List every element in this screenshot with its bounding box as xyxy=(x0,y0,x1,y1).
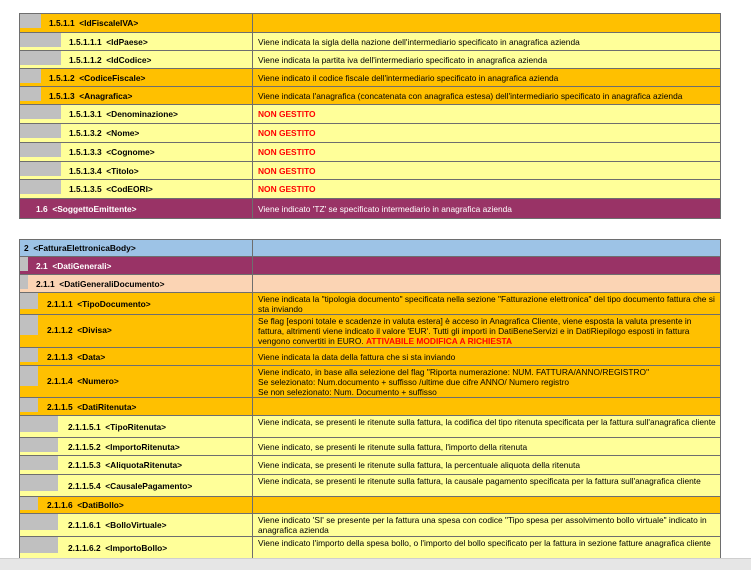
row-desc: Viene indicata la partita iva dell'intermediario specificato in anagrafica azienda xyxy=(253,51,721,69)
table-row xyxy=(20,240,721,257)
table-row xyxy=(20,51,721,69)
row-key: 2 xyxy=(24,243,29,253)
row-desc: Viene indicata, se presenti le ritenute sulla fattura, la codifica del tipo ritenuta specificata per la fattura sull'anagrafica cliente xyxy=(253,416,721,438)
row-tag: <Titolo> xyxy=(106,166,139,176)
row-desc xyxy=(253,240,721,257)
row-key: 2.1 xyxy=(36,261,48,271)
table-row xyxy=(20,438,721,456)
row-tag: <Data> xyxy=(77,352,106,362)
row-desc: NON GESTITO xyxy=(253,124,721,143)
row-tag: <ImportoBollo> xyxy=(105,543,168,553)
row-desc: Viene indicata, se presenti le ritenute sulla fattura, la percentuale aliquota della ritenuta xyxy=(253,456,721,475)
table-row xyxy=(20,537,721,559)
row-desc: NON GESTITO xyxy=(253,162,721,180)
table-row xyxy=(20,14,721,33)
row-key: 1.5.1.2 xyxy=(49,73,75,83)
table-row xyxy=(20,293,721,315)
table-row xyxy=(20,497,721,514)
row-desc: Viene indicato, se presenti le ritenute sulla fattura, l'importo della ritenuta xyxy=(253,438,721,456)
row-tag: <CodiceFiscale> xyxy=(79,73,146,83)
table-row xyxy=(20,456,721,475)
row-desc: NON GESTITO xyxy=(253,180,721,199)
row-tag: <DatiGenerali> xyxy=(52,261,112,271)
row-key: 1.5.1.3.4 xyxy=(69,166,102,176)
row-desc xyxy=(253,14,721,33)
row-desc xyxy=(253,398,721,416)
table-row xyxy=(20,348,721,366)
row-desc xyxy=(253,275,721,293)
row-key: 2.1.1.5.3 xyxy=(68,460,101,470)
table-row xyxy=(20,398,721,416)
row-tag: <Anagrafica> xyxy=(79,91,133,101)
row-key: 1.5.1.3.1 xyxy=(69,109,102,119)
table-row xyxy=(20,514,721,537)
row-key: 2.1.1.5.2 xyxy=(68,442,101,452)
row-desc-highlight: ATTIVABILE MODIFICA A RICHIESTA xyxy=(366,336,513,346)
table-row xyxy=(20,199,721,219)
row-desc: Viene indicata l'anagrafica (concatenata con anagrafica estesa) dell'intermediario specificato in anagrafica azienda xyxy=(253,87,721,105)
table-row xyxy=(20,162,721,180)
row-desc: Viene indicato 'SI' se presente per la fattura una spesa con codice "Tipo spesa per assolvimento bollo virtuale" indicato in anagrafica azienda xyxy=(253,514,721,537)
row-key: 2.1.1.2 xyxy=(47,325,73,335)
row-desc xyxy=(253,497,721,514)
row-tag: <DatiGeneraliDocumento> xyxy=(59,279,165,289)
row-desc xyxy=(253,257,721,275)
table-row xyxy=(20,366,721,398)
table-row xyxy=(20,275,721,293)
row-key: 1.5.1.1.1 xyxy=(69,37,102,47)
row-key: 2.1.1 xyxy=(36,279,55,289)
row-key: 2.1.1.3 xyxy=(47,352,73,362)
row-tag: <DatiRitenuta> xyxy=(77,402,137,412)
row-tag: <CausalePagamento> xyxy=(105,481,193,491)
row-key: 2.1.1.1 xyxy=(47,299,73,309)
table-row xyxy=(20,87,721,105)
row-tag: <DatiBollo> xyxy=(77,500,124,510)
row-key: 2.1.1.6.2 xyxy=(68,543,101,553)
row-key: 1.5.1.1 xyxy=(49,18,75,28)
row-desc: Viene indicato 'TZ' se specificato intermediario in anagrafica azienda xyxy=(253,199,721,219)
table-row xyxy=(20,257,721,275)
row-key: 1.5.1.3.2 xyxy=(69,128,102,138)
row-tag: <Divisa> xyxy=(77,325,112,335)
row-tag: <IdFiscaleIVA> xyxy=(79,18,139,28)
row-tag: <FatturaElettronicaBody> xyxy=(33,243,136,253)
row-tag: <Denominazione> xyxy=(106,109,178,119)
row-desc: Viene indicata la sigla della nazione dell'intermediario specificato in anagrafica azienda xyxy=(253,33,721,51)
row-desc-line: Se selezionato: Num.documento + suffisso /ultime due cifre ANNO/ Numero registro xyxy=(258,377,570,387)
row-desc: Viene indicata, se presenti le ritenute sulla fattura, la causale pagamento specificata per la fattura sull'anagrafica cliente xyxy=(253,475,721,497)
table-row xyxy=(20,180,721,199)
row-tag: <TipoRitenuta> xyxy=(105,422,167,432)
row-desc: Se flag [esponi totale e scadenze in valuta estera] è acceso in Anagrafica Cliente, viene esposta la valuta presente in fattura, altrimenti viene indicato il valore 'EUR'. Tutti gli importi in DatiBeneServizi e in DatiRiepilogo esposti in fattura vengono convertiti in EURO. xyxy=(258,316,692,346)
row-key: 2.1.1.4 xyxy=(47,376,73,386)
table-row xyxy=(20,69,721,87)
table-row xyxy=(20,124,721,143)
row-key: 2.1.1.5.1 xyxy=(68,422,101,432)
row-tag: <Cognome> xyxy=(106,147,155,157)
row-desc-line: Viene indicato, in base alla selezione del flag "Riporta numerazione: NUM. FATTURA/ANNO/REGISTRO" xyxy=(258,367,650,377)
row-desc: Viene indicata la "tipologia documento" specificata nella sezione "Fatturazione elettronica" del tipo documento fattura che si sta inviando xyxy=(253,293,721,315)
row-tag: <Numero> xyxy=(77,376,119,386)
table-row xyxy=(20,143,721,162)
table-header-section xyxy=(19,13,721,219)
row-tag: <Nome> xyxy=(106,128,140,138)
table-row xyxy=(20,315,721,348)
row-key: 1.5.1.3.5 xyxy=(69,184,102,194)
row-desc: Viene indicato il codice fiscale dell'intermediario specificato in anagrafica azienda xyxy=(253,69,721,87)
row-tag: <AliquotaRitenuta> xyxy=(105,460,183,470)
row-key: 2.1.1.6.1 xyxy=(68,520,101,530)
row-desc: Viene indicato l'importo della spesa bollo, o l'importo del bollo specificato per la fattura in sezione fatture anagrafica cliente xyxy=(253,537,721,559)
row-key: 2.1.1.5 xyxy=(47,402,73,412)
row-tag: <BolloVirtuale> xyxy=(105,520,167,530)
row-desc: NON GESTITO xyxy=(253,105,721,124)
row-tag: <TipoDocumento> xyxy=(77,299,151,309)
row-key: 1.5.1.1.2 xyxy=(69,55,102,65)
table-row xyxy=(20,416,721,438)
row-key: 2.1.1.6 xyxy=(47,500,73,510)
table-row xyxy=(20,105,721,124)
row-tag: <IdCodice> xyxy=(106,55,152,65)
row-key: 2.1.1.5.4 xyxy=(68,481,101,491)
row-tag: <SoggettoEmittente> xyxy=(52,204,137,214)
row-key: 1.5.1.3.3 xyxy=(69,147,102,157)
row-key: 1.5.1.3 xyxy=(49,91,75,101)
row-tag: <CodEORI> xyxy=(106,184,153,194)
row-key: 1.6 xyxy=(36,204,48,214)
table-row xyxy=(20,475,721,497)
row-desc: NON GESTITO xyxy=(253,143,721,162)
table-row xyxy=(20,33,721,51)
row-desc: Viene indicata la data della fattura che si sta inviando xyxy=(253,348,721,366)
row-tag: <IdPaese> xyxy=(106,37,148,47)
row-desc-line: Se non selezionato: Num. Documento + suffisso xyxy=(258,387,437,397)
horizontal-scrollbar[interactable] xyxy=(0,558,751,570)
table-body-section xyxy=(19,239,721,559)
row-tag: <ImportoRitenuta> xyxy=(105,442,180,452)
